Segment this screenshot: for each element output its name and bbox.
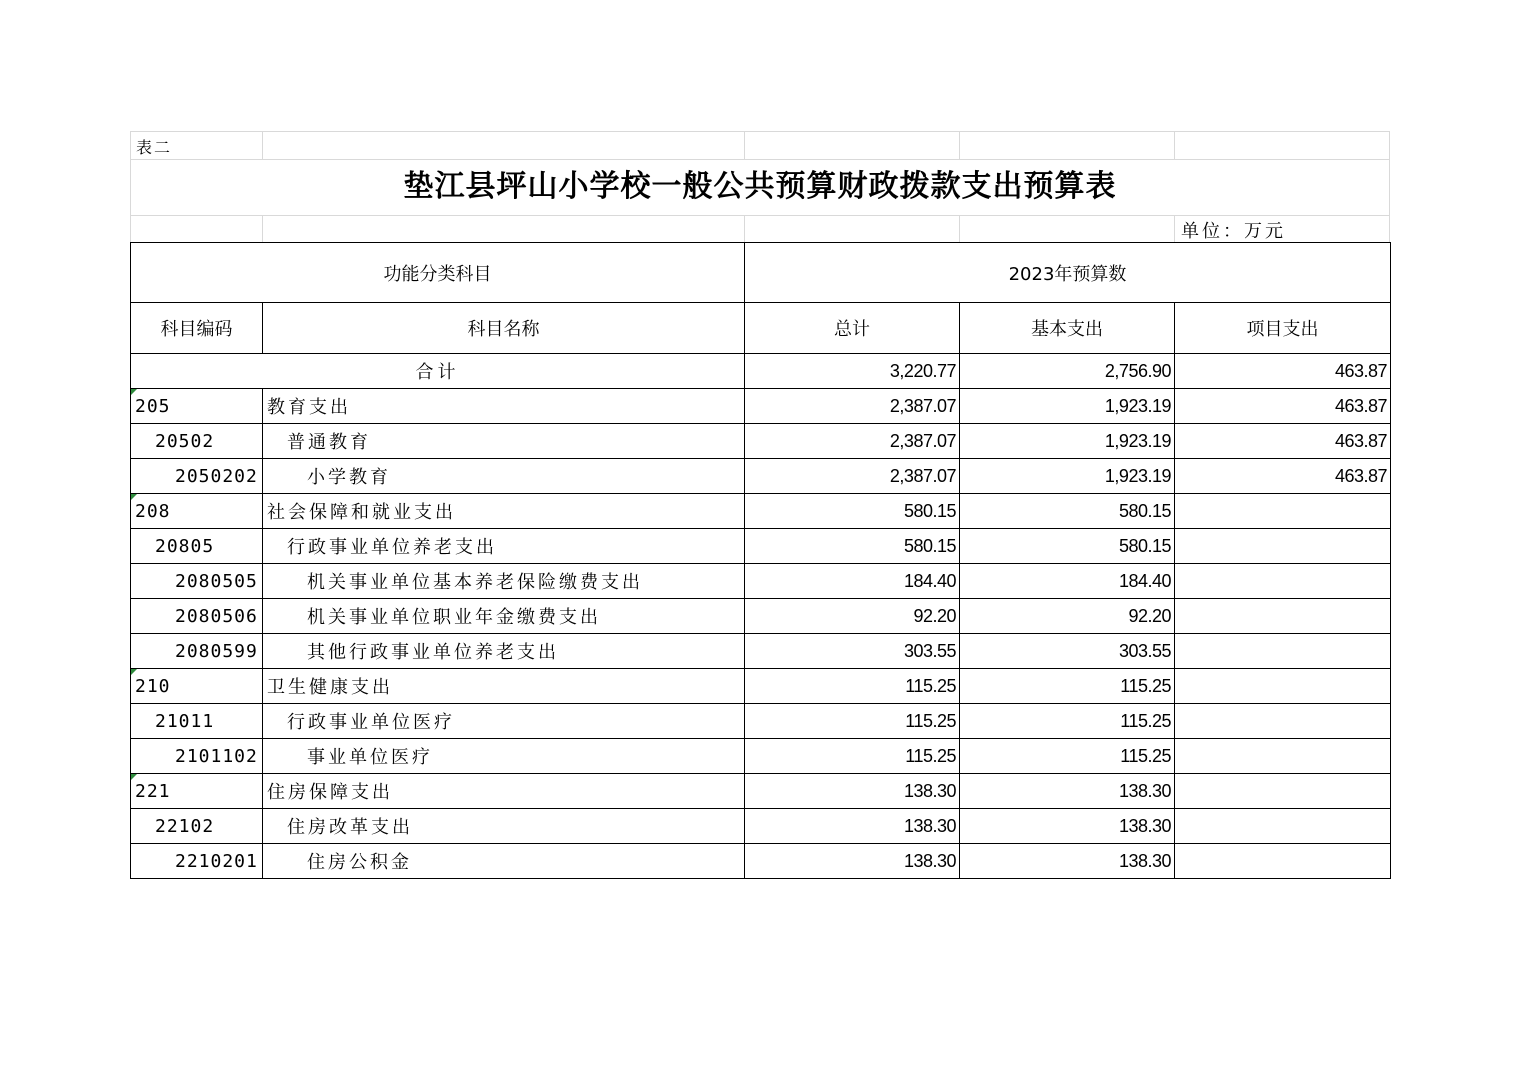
cell-total: 92.20 bbox=[745, 599, 960, 634]
total-amount: 3,220.77 bbox=[745, 354, 960, 389]
cell-name: 事业单位医疗 bbox=[263, 739, 745, 774]
cell-project bbox=[1175, 529, 1391, 564]
cell-total: 115.25 bbox=[745, 669, 960, 704]
table-row bbox=[131, 634, 1391, 669]
budget-table bbox=[130, 242, 1391, 879]
table-row bbox=[131, 809, 1391, 844]
cell-code: 2080506 bbox=[131, 599, 263, 634]
cell-code: 205 bbox=[131, 389, 263, 424]
cell-name: 住房改革支出 bbox=[263, 809, 745, 844]
cell-project bbox=[1175, 564, 1391, 599]
cell-total: 115.25 bbox=[745, 739, 960, 774]
cell-basic: 184.40 bbox=[960, 564, 1175, 599]
cell-name: 社会保障和就业支出 bbox=[263, 494, 745, 529]
cell-project bbox=[1175, 494, 1391, 529]
cell-name: 行政事业单位养老支出 bbox=[263, 529, 745, 564]
cell-code: 210 bbox=[131, 669, 263, 704]
table-row bbox=[131, 389, 1391, 424]
cell-project bbox=[1175, 704, 1391, 739]
cell-code: 20502 bbox=[131, 424, 263, 459]
cell-project bbox=[1175, 739, 1391, 774]
cell-project bbox=[1175, 669, 1391, 704]
table-row bbox=[131, 739, 1391, 774]
header-functional-category: 功能分类科目 bbox=[131, 243, 745, 303]
cell-basic: 115.25 bbox=[960, 669, 1175, 704]
table-row bbox=[131, 459, 1391, 494]
cell-basic: 580.15 bbox=[960, 529, 1175, 564]
cell-project bbox=[1175, 599, 1391, 634]
cell-basic: 1,923.19 bbox=[960, 389, 1175, 424]
cell-name: 机关事业单位职业年金缴费支出 bbox=[263, 599, 745, 634]
cell-code: 2050202 bbox=[131, 459, 263, 494]
table-row bbox=[131, 529, 1391, 564]
table-row bbox=[131, 494, 1391, 529]
unit-label: 单位：万元 bbox=[1181, 221, 1286, 242]
cell-name: 其他行政事业单位养老支出 bbox=[263, 634, 745, 669]
table-row bbox=[131, 774, 1391, 809]
cell-name: 小学教育 bbox=[263, 459, 745, 494]
header-code: 科目编码 bbox=[131, 303, 263, 354]
cell-name: 普通教育 bbox=[263, 424, 745, 459]
cell-code: 2080505 bbox=[131, 564, 263, 599]
table-row bbox=[131, 669, 1391, 704]
header-budget-year: 2023年预算数 bbox=[745, 243, 1391, 303]
cell-total: 2,387.07 bbox=[745, 424, 960, 459]
total-row bbox=[131, 354, 1391, 389]
cell-basic: 115.25 bbox=[960, 704, 1175, 739]
cell-basic: 1,923.19 bbox=[960, 424, 1175, 459]
cell-basic: 92.20 bbox=[960, 599, 1175, 634]
cell-name: 教育支出 bbox=[263, 389, 745, 424]
cell-total: 184.40 bbox=[745, 564, 960, 599]
cell-project: 463.87 bbox=[1175, 424, 1391, 459]
cell-basic: 580.15 bbox=[960, 494, 1175, 529]
budget-sheet bbox=[130, 131, 1390, 879]
cell-code: 208 bbox=[131, 494, 263, 529]
header-row-group bbox=[131, 243, 1391, 303]
table-row bbox=[131, 564, 1391, 599]
header-row-columns bbox=[131, 303, 1391, 354]
cell-total: 115.25 bbox=[745, 704, 960, 739]
cell-total: 138.30 bbox=[745, 809, 960, 844]
total-label: 合计 bbox=[131, 354, 745, 389]
cell-total: 580.15 bbox=[745, 494, 960, 529]
total-basic: 2,756.90 bbox=[960, 354, 1175, 389]
cell-basic: 138.30 bbox=[960, 809, 1175, 844]
table-row bbox=[131, 704, 1391, 739]
table-row bbox=[131, 599, 1391, 634]
cell-project: 463.87 bbox=[1175, 389, 1391, 424]
cell-basic: 138.30 bbox=[960, 774, 1175, 809]
cell-name: 卫生健康支出 bbox=[263, 669, 745, 704]
cell-code: 20805 bbox=[131, 529, 263, 564]
table-row bbox=[131, 844, 1391, 879]
header-name: 科目名称 bbox=[263, 303, 745, 354]
sheet-header-area bbox=[130, 131, 1390, 242]
table-row bbox=[131, 424, 1391, 459]
cell-total: 138.30 bbox=[745, 774, 960, 809]
cell-name: 住房保障支出 bbox=[263, 774, 745, 809]
page-title: 垫江县坪山小学校一般公共预算财政拨款支出预算表 bbox=[403, 169, 1117, 204]
cell-name: 住房公积金 bbox=[263, 844, 745, 879]
cell-basic: 1,923.19 bbox=[960, 459, 1175, 494]
header-project: 项目支出 bbox=[1175, 303, 1391, 354]
cell-total: 303.55 bbox=[745, 634, 960, 669]
cell-code: 2101102 bbox=[131, 739, 263, 774]
cell-name: 行政事业单位医疗 bbox=[263, 704, 745, 739]
total-project: 463.87 bbox=[1175, 354, 1391, 389]
cell-basic: 115.25 bbox=[960, 739, 1175, 774]
cell-total: 138.30 bbox=[745, 844, 960, 879]
cell-basic: 138.30 bbox=[960, 844, 1175, 879]
cell-project: 463.87 bbox=[1175, 459, 1391, 494]
cell-basic: 303.55 bbox=[960, 634, 1175, 669]
cell-code: 22102 bbox=[131, 809, 263, 844]
cell-code: 221 bbox=[131, 774, 263, 809]
cell-project bbox=[1175, 774, 1391, 809]
cell-code: 2080599 bbox=[131, 634, 263, 669]
header-total: 总计 bbox=[745, 303, 960, 354]
sheet-label: 表二 bbox=[136, 138, 173, 157]
cell-total: 2,387.07 bbox=[745, 389, 960, 424]
cell-total: 580.15 bbox=[745, 529, 960, 564]
cell-name: 机关事业单位基本养老保险缴费支出 bbox=[263, 564, 745, 599]
cell-total: 2,387.07 bbox=[745, 459, 960, 494]
cell-code: 21011 bbox=[131, 704, 263, 739]
cell-code: 2210201 bbox=[131, 844, 263, 879]
cell-project bbox=[1175, 844, 1391, 879]
cell-project bbox=[1175, 634, 1391, 669]
header-basic: 基本支出 bbox=[960, 303, 1175, 354]
cell-project bbox=[1175, 809, 1391, 844]
